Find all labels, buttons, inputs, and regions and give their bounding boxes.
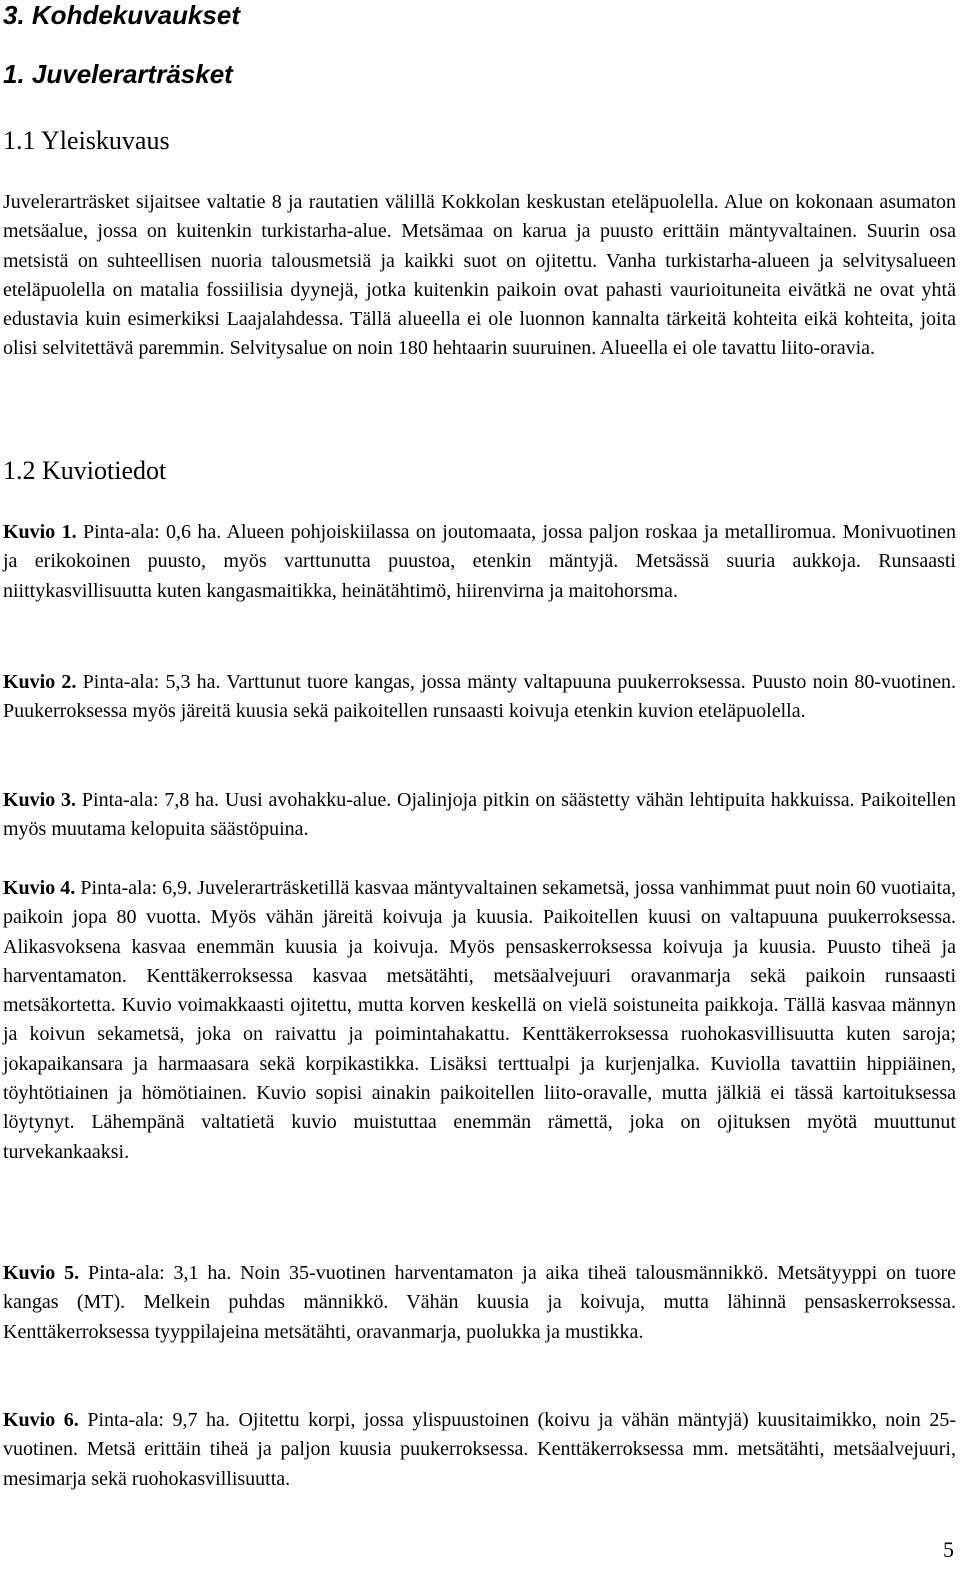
pattern-label: Kuvio 1. xyxy=(3,521,77,543)
pattern-text: Pinta-ala: 9,7 ha. Ojitettu korpi, jossa ylispuustoinen (koivu ja vähän mäntyjä) kuusitaimikko, noin 25-vuotinen. Metsä erittäin tiheä ja paljon kuusia puukerroksessa. Kenttäkerroksessa mm. metsätähti, metsäalvejuuri, mesimarja sekä ruohokasvillisuutta. xyxy=(3,1409,956,1490)
pattern-text: Pinta-ala: 5,3 ha. Varttunut tuore kangas, jossa mänty valtapuuna puukerroksessa. Puusto noin 80-vuotinen. Puukerroksessa myös järeitä kuusia sekä paikoitellen runsaasti koivuja etenkin kuvion eteläpuolella. xyxy=(3,671,956,723)
pattern-label: Kuvio 2. xyxy=(3,671,77,693)
page-number: 5 xyxy=(943,1537,954,1562)
pattern-paragraph-5 xyxy=(3,1259,956,1347)
section-heading: 3. Kohdekuvaukset xyxy=(3,0,240,30)
pattern-info-heading: 1.2 Kuviotiedot xyxy=(3,456,167,485)
pattern-label: Kuvio 6. xyxy=(3,1409,79,1431)
pattern-paragraph-6 xyxy=(3,1406,956,1494)
pattern-paragraph-4 xyxy=(3,874,956,1167)
pattern-paragraph-3 xyxy=(3,786,956,845)
pattern-label: Kuvio 5. xyxy=(3,1262,80,1284)
site-heading: 1. Juvelerarträsket xyxy=(3,59,233,89)
pattern-text: Pinta-ala: 0,6 ha. Alueen pohjoiskiilassa on joutomaata, jossa paljon roskaa ja metalliromua. Monivuotinen ja erikokoinen puusto, myös varttunutta puustoa, etenkin mäntyjä. Metsässä suuria aukkoja. Runsaasti niittykasvillisuutta kuten kangasmaitikka, heinätähtimö, hiirenvirna ja maitohorsma. xyxy=(3,521,956,602)
pattern-label: Kuvio 4. xyxy=(3,877,76,899)
pattern-text: Pinta-ala: 7,8 ha. Uusi avohakku-alue. Ojalinjoja pitkin on säästetty vähän lehtipuita hakkuissa. Paikoitellen myös muutama kelopuita säästöpuina. xyxy=(3,789,956,841)
pattern-text: Pinta-ala: 3,1 ha. Noin 35-vuotinen harventamaton ja aika tiheä talousmännikkö. Metsätyyppi on tuore kangas (MT). Melkein puhdas männikkö. Vähän kuusia ja koivuja, mutta lähinnä pensaskerroksessa. Kenttäkerroksessa tyyppilajeina metsätähti, oravanmarja, puolukka ja mustikka. xyxy=(3,1262,957,1343)
general-description-heading: 1.1 Yleiskuvaus xyxy=(3,126,170,155)
general-description-text: Juvelerarträsket sijaitsee valtatie 8 ja rautatien välillä Kokkolan keskustan eteläpuolella. Alue on kokonaan asumaton metsäalue, jossa on kuitenkin turkistarha-alue. Metsämaa on karua ja puusto erittäin mäntyvaltainen. Suurin osa metsistä on suhteellisen nuoria talousmetsiä ja kaikki suot on ojitettu. Vanha turkistarha-alueen ja selvitysalueen eteläpuolella on matalia fossiilisia dyynejä, jotka kuitenkin paikoin ovat pahasti vaurioituneita eivätkä ne ovat yhtä edustavia kuin esimerkiksi Laajalahdessa. Tällä alueella ei ole luonnon kannalta tärkeitä kohteita eikä kohteita, joita olisi selvitettävä paremmin. Selvitysalue on noin 180 hehtaarin suuruinen. Alueella ei ole tavattu liito-oravia. xyxy=(3,191,956,360)
pattern-label: Kuvio 3. xyxy=(3,789,77,811)
pattern-text: Pinta-ala: 6,9. Juvelerarträsketillä kasvaa mäntyvaltainen sekametsä, jossa vanhimmat puut noin 60 vuotiaita, paikoin jopa 80 vuotta. Myös vähän järeitä koivuja ja kuusia. Paikoitellen kuusi on valtapuuna puukerroksessa. Alikasvoksena kasvaa enemmän kuusia ja koivuja. Myös pensaskerroksessa koivuja ja kuusia. Puusto tiheä ja harventamaton. Kenttäkerroksessa kasvaa metsätähti, metsäalvejuuri oravanmarja sekä paikoin runsaasti metsäkortetta. Kuvio voimakkaasti ojitettu, mutta korven keskellä on vielä soistuneita paikkoja. Tällä kasvaa männyn ja koivun sekametsä, joka on raivattu ja poimintahakattu. Kenttäkerroksessa ruohokasvillisuutta kuten saroja; jokapaikansara ja harmaasara sekä korpikastikka. Lisäksi terttualpi ja kurjenjalka. Kuviolla tavattiin hippiäinen, töyhtötiainen ja hömötiainen. Kuvio sopisi ainakin paikoitellen liito-oravalle, mutta jälkiä ei tässä kartoituksessa löytynyt. Lähempänä valtatietä kuvio muistuttaa enemmän rämettä, joka on ojituksen myötä muuttunut turvekankaaksi. xyxy=(3,877,956,1163)
pattern-paragraph-2 xyxy=(3,668,956,727)
pattern-paragraph-1 xyxy=(3,518,956,606)
